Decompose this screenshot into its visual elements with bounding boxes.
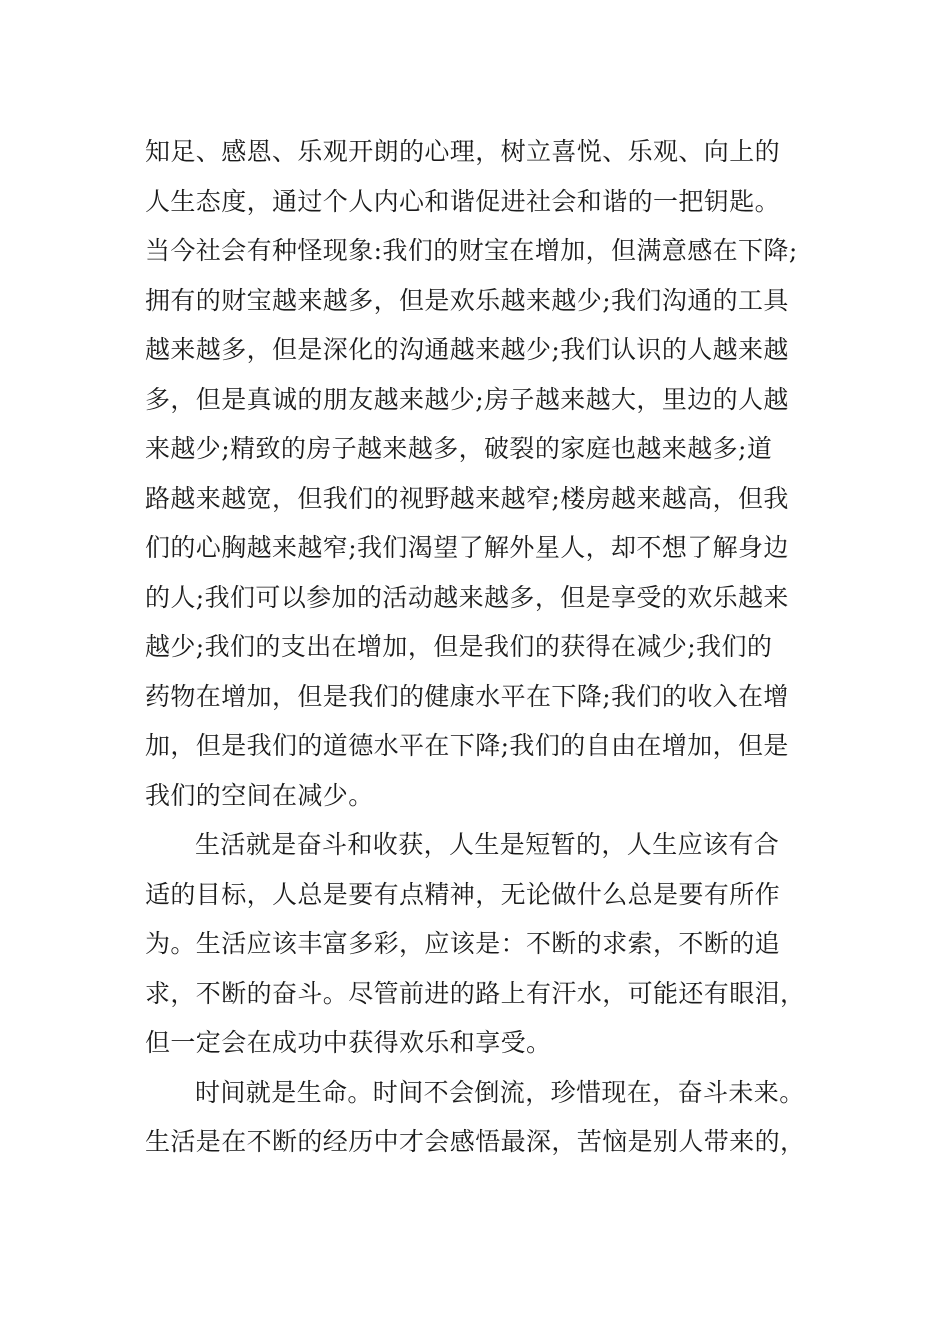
text-line: 知足、感恩、乐观开朗的心理，树立喜悦、乐观、向上的 [145,137,781,166]
text-line: 但一定会在成功中获得欢乐和享受。 [145,1028,552,1057]
paragraph-start-line: 生活就是奋斗和收获，人生是短暂的，人生应该有合 [195,830,780,859]
text-line: 药物在增加，但是我们的健康水平在下降;我们的收入在增 [145,681,789,711]
text-line: 越来越多，但是深化的沟通越来越少;我们认识的人越来越 [145,335,789,364]
text-line: 生活是在不断的经历中才会感悟最深，苦恼是别人带来的， [145,1127,806,1156]
text-line: 的人;我们可以参加的活动越来越多，但是享受的欢乐越来 [145,582,789,612]
text-line: 我们的空间在减少。 [145,780,374,810]
text-line: 加，但是我们的道德水平在下降;我们的自由在增加，但是 [145,731,789,760]
document-body [145,127,825,1167]
text-line: 来越少;精致的房子越来越多，破裂的家庭也越来越多;道 [145,434,773,463]
paragraph-start-line: 时间就是生命。时间不会倒流，珍惜现在，奋斗未来。 [195,1077,805,1107]
text-line: 当今社会有种怪现象:我们的财宝在增加，但满意感在下降; [145,236,798,265]
text-line: 越少;我们的支出在增加，但是我们的获得在减少;我们的 [145,632,773,661]
text-line: 适的目标，人总是要有点精神，无论做什么总是要有所作 [145,879,781,909]
text-line: 为。生活应该丰富多彩，应该是：不断的求索，不断的追 [145,929,781,958]
text-line: 拥有的财宝越来越多，但是欢乐越来越少;我们沟通的工具 [145,285,789,315]
text-line: 路越来越宽，但我们的视野越来越窄;楼房越来越高，但我 [145,483,789,513]
text-line: 们的心胸越来越窄;我们渴望了解外星人，却不想了解身边 [145,533,789,562]
text-line: 多，但是真诚的朋友越来越少;房子越来越大，里边的人越 [145,384,789,414]
text-line: 求，不断的奋斗。尽管前进的路上有汗水，可能还有眼泪， [145,978,806,1008]
text-line: 人生态度，通过个人内心和谐促进社会和谐的一把钥匙。 [145,186,781,216]
